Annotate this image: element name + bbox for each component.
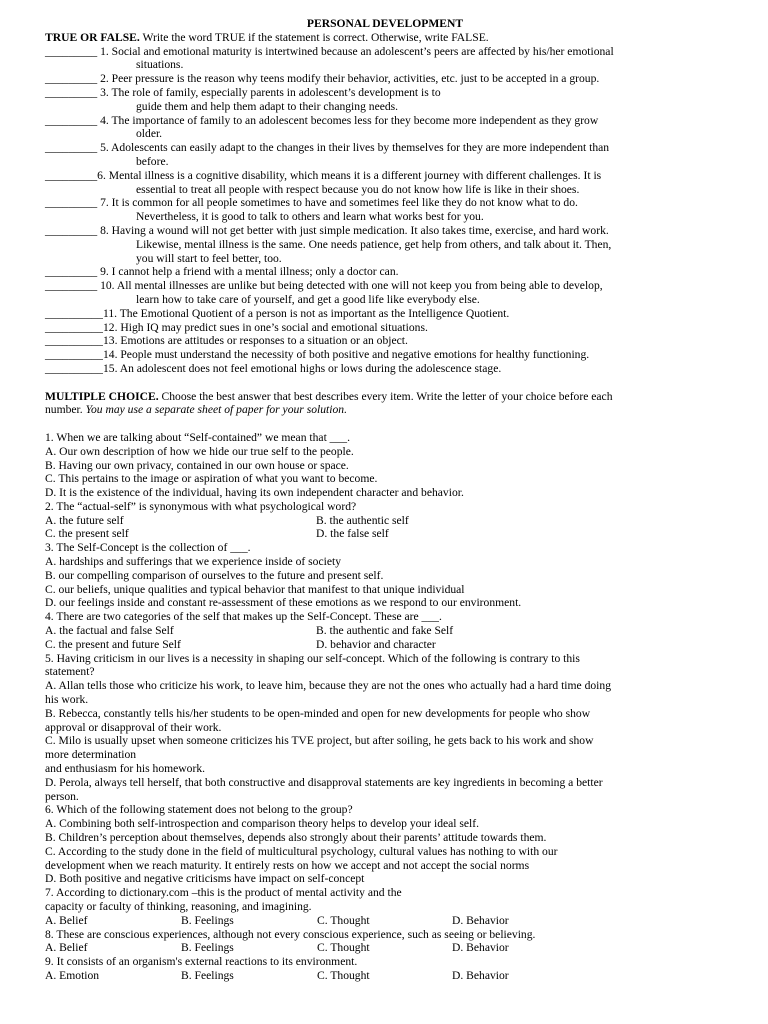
tf-statement: _________ 2. Peer pressure is the reason why teens modify their behavior, activities, etc. just to be accepted in a group. [45, 72, 600, 86]
q5-option-a-cont: his work. [45, 693, 89, 707]
tf-statement: __________13. Emotions are attitudes or responses to a situation or an object. [45, 334, 408, 348]
tf-item [45, 86, 725, 114]
mc-heading: MULTIPLE CHOICE. [45, 389, 159, 403]
tf-statement: __________14. People must understand the necessity of both positive and negative emotions for healthy functioning. [45, 348, 590, 362]
q7-option-c: C. Thought [317, 913, 370, 927]
tf-item [45, 224, 725, 265]
true-false-list [45, 45, 725, 376]
q1-option-a: A. Our own description of how we hide our true self to the people. [45, 444, 354, 458]
mc-instruction-text: Choose the best answer that best describes every item. Write the letter of your choice before each [158, 389, 613, 403]
tf-statement: _________6. Mental illness is a cognitive disability, which means it is a different journey with different challenges. It is [45, 168, 602, 182]
q9-option-d: D. Behavior [452, 968, 509, 982]
q9-option-c: C. Thought [317, 968, 370, 982]
tf-instruction-text: Write the word TRUE if the statement is correct. Otherwise, write FALSE. [139, 30, 489, 44]
tf-item [45, 334, 725, 348]
tf-heading: TRUE OR FALSE. [45, 30, 140, 44]
tf-statement-continuation: you will start to feel better, too. [136, 251, 282, 265]
tf-item [45, 362, 725, 376]
tf-statement: _________ 1. Social and emotional maturity is intertwined because an adolescent’s peers are affected by his/her emotional [45, 44, 614, 58]
q9-options [45, 969, 725, 983]
tf-statement: _________ 10. All mental illnesses are unlike but being detected with one will not keep you from being able to develop, [45, 279, 603, 293]
tf-item [45, 141, 725, 169]
section-spacer [45, 417, 725, 431]
tf-statement: _________ 9. I cannot help a friend with a mental illness; only a doctor can. [45, 265, 399, 279]
tf-statement: _________ 8. Having a wound will not get better with just simple medication. It also takes time, exercise, and hard work. [45, 223, 609, 237]
q4-option-d: D. behavior and character [316, 637, 436, 651]
q4-option-c: C. the present and future Self [45, 637, 181, 651]
page-title: PERSONAL DEVELOPMENT [306, 17, 464, 30]
tf-statement-continuation: learn how to take care of yourself, and get a good life like everybody else. [136, 292, 480, 306]
question-9: 9. It consists of an organism's external reactions to its environment. [45, 955, 358, 969]
question-5: 5. Having criticism in our lives is a necessity in shaping our self-concept. Which of the following is contrary to this [45, 651, 580, 665]
q2-option-b: B. the authentic self [316, 513, 409, 527]
question-2: 2. The “actual-self” is synonymous with what psychological word? [45, 499, 357, 513]
q2-option-d: D. the false self [316, 527, 389, 541]
tf-statement: __________12. High IQ may predict sues in one’s social and emotional situations. [45, 320, 428, 334]
q8-option-d: D. Behavior [452, 941, 509, 955]
tf-item [45, 265, 725, 279]
question-8: 8. These are conscious experiences, although not every conscious experience, such as seeing or believing. [45, 927, 536, 941]
q5-option-c-cont: more determination [45, 748, 137, 762]
tf-statement: _________ 5. Adolescents can easily adapt to the changes in their lives by themselves for they are more independent than [45, 141, 610, 155]
q5-option-c-cont-2: and enthusiasm for his homework. [45, 762, 206, 776]
q6-option-c: C. According to the study done in the field of multicultural psychology, cultural values has nothing to with our [45, 844, 558, 858]
q7-option-d: D. Behavior [452, 913, 509, 927]
q7-option-b: B. Feelings [181, 913, 234, 927]
mc-instruction-italic: You may use a separate sheet of paper for your solution. [85, 403, 347, 417]
question-5-cont: statement? [45, 665, 95, 679]
tf-item [45, 196, 725, 224]
question-1: 1. When we are talking about “Self-contained” we mean that ___. [45, 430, 350, 444]
q3-option-a: A. hardships and sufferings that we experience inside of society [45, 555, 341, 569]
q5-option-c: C. Milo is usually upset when someone criticizes his TVE project, but after soiling, he gets back to his work and show [45, 734, 594, 748]
section-spacer [45, 376, 725, 390]
question-4: 4. There are two categories of the self that makes up the Self-Concept. These are ___. [45, 610, 442, 624]
q6-option-c-cont: development when we reach maturity. It entirely rests on how we accept and not accept the social norms [45, 858, 530, 872]
tf-statement: _________ 3. The role of family, especially parents in adolescent’s development is to [45, 85, 441, 99]
tf-item [45, 307, 725, 321]
question-6: 6. Which of the following statement does not belong to the group? [45, 803, 353, 817]
q8-option-b: B. Feelings [181, 941, 234, 955]
tf-statement-continuation: Nevertheless, it is good to talk to others and learn what works best for you. [136, 210, 484, 224]
tf-item [45, 45, 725, 73]
q2-options-row-2 [45, 527, 725, 541]
q6-option-d: D. Both positive and negative criticisms have impact on self-concept [45, 872, 365, 886]
q5-option-b-cont: approval or disapproval of their work. [45, 720, 222, 734]
q8-options [45, 941, 725, 955]
q2-option-c: C. the present self [45, 527, 129, 541]
q2-option-a: A. the future self [45, 513, 124, 527]
tf-item [45, 279, 725, 307]
q4-options-row-1 [45, 624, 725, 638]
q8-option-c: C. Thought [317, 941, 370, 955]
tf-statement-continuation: essential to treat all people with respect because you do not know how life is like in their shoes. [136, 182, 580, 196]
question-7-cont: capacity or faculty of thinking, reasoning, and imagining. [45, 900, 312, 913]
q6-option-a: A. Combining both self-introspection and comparison theory helps to develop your ideal self. [45, 817, 480, 831]
question-7: 7. According to dictionary.com –this is the product of mental activity and the [45, 886, 402, 900]
q7-options [45, 914, 725, 928]
tf-statement-continuation: older. [136, 127, 163, 141]
q3-option-d: D. our feelings inside and constant re-assessment of these emotions as we respond to our environment. [45, 596, 522, 610]
q1-option-c: C. This pertains to the image or aspiration of what you want to become. [45, 472, 378, 486]
tf-item [45, 114, 725, 142]
q9-option-a: A. Emotion [45, 968, 100, 982]
q3-option-b: B. our compelling comparison of ourselves to the future and present self. [45, 568, 384, 582]
tf-item [45, 348, 725, 362]
mc-instruction-text-2: number. [45, 403, 86, 417]
q9-option-b: B. Feelings [181, 968, 234, 982]
q1-option-d: D. It is the existence of the individual, having its own independent character and behavior. [45, 486, 464, 500]
q1-option-b: B. Having our own privacy, contained in our own house or space. [45, 458, 349, 472]
q4-options-row-2 [45, 638, 725, 652]
mc-instructions-line2 [45, 403, 725, 417]
q3-option-c: C. our beliefs, unique qualities and typical behavior that manifest to that unique individual [45, 582, 465, 596]
tf-item [45, 72, 725, 86]
worksheet-document [45, 17, 725, 983]
q7-option-a: A. Belief [45, 913, 88, 927]
tf-instructions [45, 31, 725, 45]
tf-statement: __________15. An adolescent does not feel emotional highs or lows during the adolescence stage. [45, 361, 502, 375]
tf-statement-continuation: before. [136, 154, 169, 168]
question-3: 3. The Self-Concept is the collection of ___. [45, 541, 251, 555]
mc-instructions [45, 390, 725, 404]
q5-option-d: D. Perola, always tell herself, that both constructive and disapproval statements are key ingredients in becoming a better [45, 775, 603, 789]
tf-statement: __________11. The Emotional Quotient of a person is not as important as the Intelligence Quotient. [45, 306, 510, 320]
tf-statement-continuation: guide them and help them adapt to their changing needs. [136, 99, 399, 113]
q5-option-a: A. Allan tells those who criticize his work, to leave him, because they are not the ones who actually had a hard time doing [45, 679, 611, 693]
q4-option-a: A. the factual and false Self [45, 624, 174, 638]
q5-option-d-cont: person. [45, 789, 79, 803]
tf-item [45, 321, 725, 335]
q5-option-b: B. Rebecca, constantly tells his/her students to be open-minded and open for new developments for people who show [45, 706, 591, 720]
tf-statement-continuation: situations. [136, 58, 184, 72]
tf-statement: _________ 7. It is common for all people sometimes to have and sometimes feel like they do not know what to do. [45, 196, 578, 210]
q6-option-b: B. Children’s perception about themselves, depends also strongly about their parents’ attitude towards them. [45, 831, 547, 845]
q4-option-b: B. the authentic and fake Self [316, 624, 454, 638]
q8-option-a: A. Belief [45, 941, 88, 955]
tf-item [45, 169, 725, 197]
tf-statement: _________ 4. The importance of family to an adolescent becomes less for they become more independent as they grow [45, 113, 599, 127]
q2-options-row-1 [45, 514, 725, 528]
tf-statement-continuation: Likewise, mental illness is the same. One needs patience, get help from others, and talk about it. Then, [136, 237, 612, 251]
